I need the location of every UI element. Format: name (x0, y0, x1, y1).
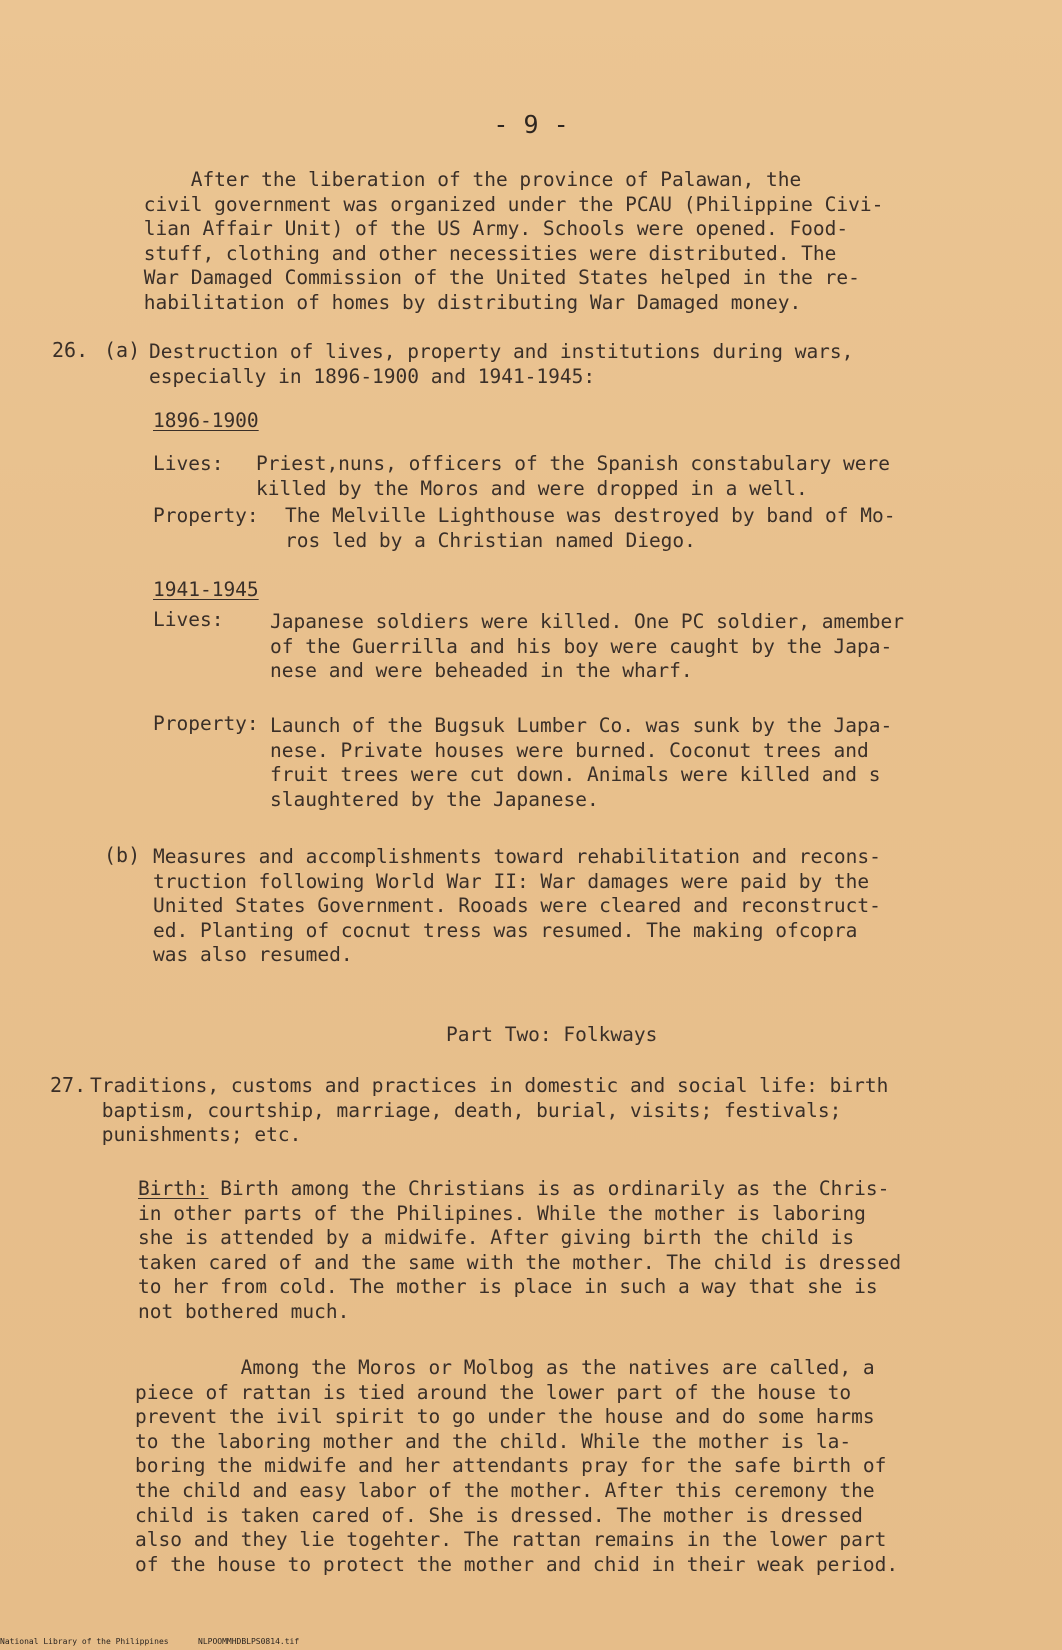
period-1941-property-label: Property: (153, 712, 259, 735)
item-26-b-letter: (b) (104, 843, 141, 867)
period-1941-property-text: Launch of the Bugsuk Lumber Co. was sunk by the Japa- nese. Private houses were burned. Coconut trees and fruit trees were cut down. Animals were killed and s slaughtered by the Japanese. (270, 714, 893, 811)
period-1896-lives-text: Priest,nuns, officers of the Spanish constabulary were killed by the Moros and were dropped in a well. (256, 452, 890, 500)
intro-paragraph: After the liberation of the province of Palawan, the civil government was organized under the PCAU (Philippine Civi- lian Affair Unit) of the US Army. Schools were opened. Food- stuff, clothing and other necessities were distributed. The War Damaged Commission of the United States helped in the re- habilitation of homes by distributing War Damaged money. (143, 168, 884, 314)
period-1896-property-text: The Melville Lighthouse was destroyed by band of Mo- ros led by a Christian named Diego. (285, 504, 896, 552)
period-1896-title: 1896-1900 (153, 409, 259, 432)
item-26-b-text: Measures and accomplishments toward rehabilitation and recons- truction following World War II: War damages were paid by the United States Government. Rooads were cleared and reconstruct- ed. Planting of cocnut tress was resumed. The making ofcopra was also resumed. (153, 845, 881, 967)
moro-paragraph: Among the Moros or Molbog as the natives are called, a piece of rattan is tied around the lower part of the house to prevent the ivil spirit to go under the house and do some harms to the laboring mother and the child. While the mother is la- boring the midwife and her attendants pray for the safe birth of the child and easy labor of the mother. After this ceremony the child is taken cared of. She is dressed. The mother is dressed also and they lie togehter. The rattan remains in the lower part of the house to protect the mother and chid in their weak period. (135, 1356, 899, 1576)
period-1941-lives-label: Lives: (153, 608, 224, 631)
item-27-number: 27. (50, 1073, 87, 1097)
period-1941-lives-text: Japanese soldiers were killed. One PC soldier, amember of the Guerrilla and his boy were caught by the Japa- nese and were beheaded in the wharf. (270, 610, 904, 683)
footer-library-name: National Library of the Philippines (0, 1637, 169, 1646)
period-1941-title: 1941-1945 (153, 578, 259, 601)
item-26-heading: Destruction of lives, property and institutions during wars, especially in 1896-1900 and 1941-1945: (149, 340, 854, 388)
item-27-heading: Traditions, customs and practices in domestic and social life: birth baptism, courtship, marriage, death, burial, visits; festivals; punishments; etc. (90, 1074, 889, 1147)
footer-file-id: NLPOOMMHDBLPS0814.tif (198, 1637, 300, 1646)
page-number: - 9 - (493, 110, 569, 139)
item-26-number: 26. (52, 338, 89, 362)
item-26-letter: (a) (104, 338, 141, 362)
period-1896-property-label: Property: (153, 504, 259, 527)
part-two-heading: Part Two: Folkways (446, 1023, 658, 1046)
birth-label: Birth: (138, 1177, 209, 1200)
period-1896-lives-label: Lives: (153, 452, 224, 475)
birth-text: Birth among the Christians is as ordinarily as the Chris- in other parts of the Philipines. While the mother is laboring she is attended by a midwife. After giving birth the child is taken cared of and the same with the mother. The child is dressed to her from cold. The mother is place in such a way that she is not bothered much. (138, 1177, 902, 1323)
